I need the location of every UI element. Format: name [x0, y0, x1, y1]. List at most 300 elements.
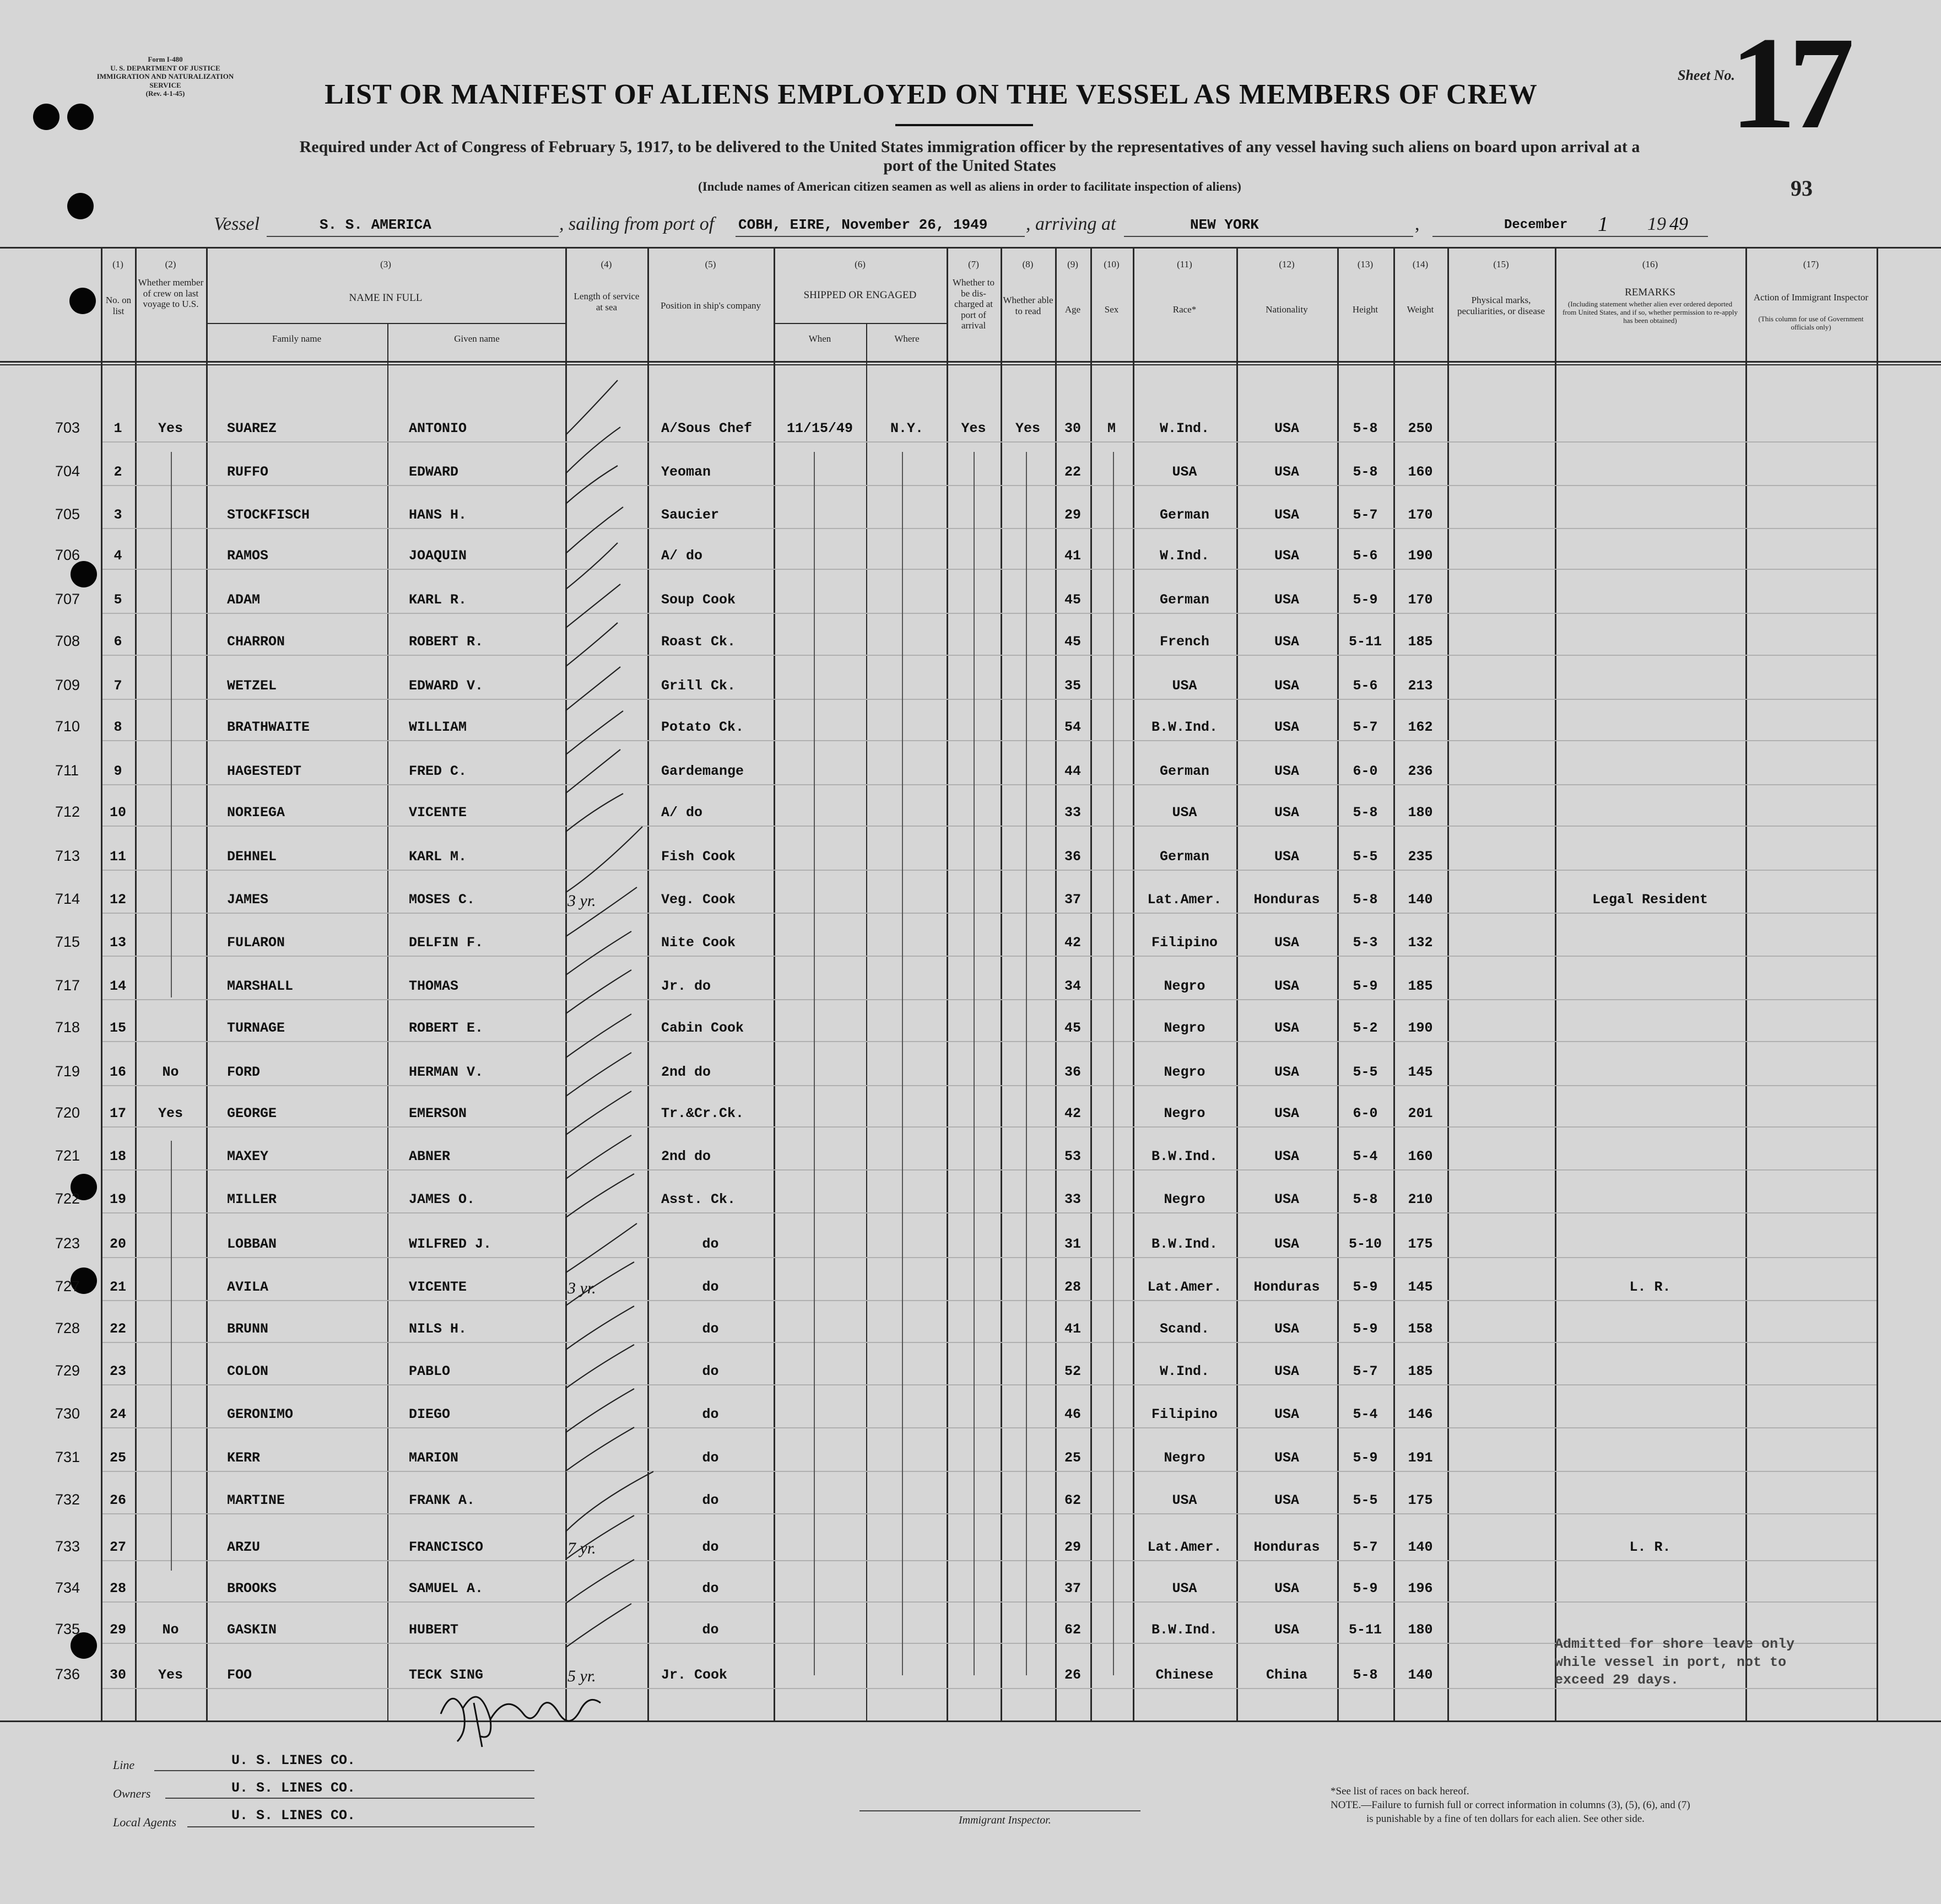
cell-family: GASKIN: [227, 1622, 277, 1638]
row-rule: [102, 740, 1877, 741]
cell-race: Negro: [1164, 978, 1205, 994]
cell-height: 5-10: [1348, 1236, 1382, 1252]
row-rule: [102, 1300, 1877, 1301]
cell-nat: USA: [1274, 678, 1299, 694]
cell-race: German: [1159, 592, 1209, 608]
cell-age: 45: [1064, 592, 1081, 608]
cell-prev: No: [162, 1622, 179, 1638]
cell-race: Chinese: [1155, 1667, 1214, 1683]
cell-age: 54: [1064, 719, 1081, 735]
col-header-shipped: SHIPPED OR ENGAGED: [803, 289, 917, 301]
vessel-label: Vessel: [214, 214, 260, 234]
cell-given: HANS H.: [409, 507, 467, 523]
cell-given: ROBERT R.: [409, 634, 484, 650]
margin-reference-number: 709: [55, 677, 80, 693]
margin-reference-number: 710: [55, 718, 80, 735]
cell-height: 5-8: [1353, 464, 1378, 480]
cell-family: TURNAGE: [227, 1020, 285, 1036]
cell-nat: USA: [1274, 1105, 1299, 1121]
sheet-label: Sheet No.: [1678, 67, 1735, 83]
cell-given: WILFRED J.: [409, 1236, 492, 1252]
cell-position: 2nd do: [661, 1064, 711, 1080]
cell-nat: USA: [1274, 935, 1299, 951]
cell-nat: USA: [1274, 464, 1299, 480]
cell-position: do: [702, 1450, 719, 1466]
margin-reference-number: 729: [55, 1362, 80, 1379]
col-header-nationality: Nationality: [1266, 304, 1308, 315]
cell-weight: 235: [1408, 849, 1433, 865]
arrival-day-value: 1: [1598, 213, 1608, 236]
cell-family: BROOKS: [227, 1581, 277, 1596]
cell-no: 5: [113, 592, 122, 608]
cell-service: 7 yr.: [567, 1539, 596, 1557]
cell-age: 29: [1064, 1539, 1081, 1555]
row-rule: [102, 1126, 1877, 1128]
cell-age: 33: [1064, 1191, 1081, 1207]
cell-weight: 140: [1408, 892, 1433, 908]
col-divider: [947, 247, 948, 1722]
cell-family: ADAM: [227, 592, 261, 608]
cell-weight: 236: [1408, 763, 1433, 779]
cell-height: 6-0: [1353, 763, 1378, 779]
row-rule: [102, 441, 1877, 443]
cell-position: Jr. Cook: [661, 1667, 728, 1683]
col-num: (15): [1493, 259, 1509, 269]
cell-weight: 190: [1408, 548, 1433, 564]
punch-hole: [69, 288, 96, 314]
cell-given: FRANCISCO: [409, 1539, 484, 1555]
row-rule: [102, 1384, 1877, 1385]
row-rule: [102, 826, 1877, 827]
cell-age: 36: [1064, 1064, 1081, 1080]
cell-position: Tr.&Cr.Ck.: [661, 1105, 744, 1121]
margin-reference-number: 711: [55, 762, 79, 779]
col-divider: [866, 323, 867, 1722]
cell-family: BRATHWAITE: [227, 719, 310, 735]
row-rule: [102, 1471, 1877, 1472]
margin-reference-number: 721: [55, 1147, 80, 1164]
cell-weight: 180: [1408, 1622, 1433, 1638]
cell-age: 42: [1064, 935, 1081, 951]
cell-age: 26: [1064, 1667, 1081, 1683]
cell-family: WETZEL: [227, 678, 277, 694]
margin-reference-number: 704: [55, 463, 80, 479]
owners-underline: [165, 1798, 534, 1799]
cell-race: B.W.Ind.: [1151, 1622, 1218, 1638]
row-rule: [102, 655, 1877, 656]
cell-race: USA: [1172, 1581, 1197, 1596]
cell-position: Potato Ck.: [661, 719, 744, 735]
cell-age: 41: [1064, 1321, 1081, 1337]
margin-reference-number: 708: [55, 633, 80, 649]
cell-no: 13: [109, 935, 126, 951]
margin-reference-number: 718: [55, 1019, 80, 1035]
cell-height: 5-3: [1353, 935, 1378, 951]
col-header-sex: Sex: [1104, 304, 1119, 315]
form-info: [94, 55, 237, 98]
vessel-value: S. S. AMERICA: [320, 217, 431, 233]
cell-position: do: [702, 1363, 719, 1379]
cell-race: B.W.Ind.: [1151, 1236, 1218, 1252]
cell-position: A/ do: [661, 548, 703, 564]
cell-no: 25: [109, 1450, 126, 1466]
col-num: (1): [112, 259, 123, 269]
margin-reference-number: 736: [55, 1666, 80, 1682]
cell-discharge: Yes: [961, 420, 986, 436]
cell-position: 2nd do: [661, 1148, 711, 1164]
cell-given: JAMES O.: [409, 1191, 475, 1207]
cell-race: French: [1159, 634, 1209, 650]
cell-race: Negro: [1164, 1064, 1205, 1080]
cell-no: 20: [109, 1236, 126, 1252]
cell-given: KARL R.: [409, 592, 467, 608]
cell-height: 6-0: [1353, 1105, 1378, 1121]
cell-prev: Yes: [158, 420, 183, 436]
cell-age: 22: [1064, 464, 1081, 480]
cell-weight: 170: [1408, 592, 1433, 608]
margin-reference-number: 727: [55, 1278, 80, 1294]
cell-no: 23: [109, 1363, 126, 1379]
cell-family: MARTINE: [227, 1492, 285, 1508]
col-divider: [1447, 247, 1449, 1722]
cell-nat: USA: [1274, 978, 1299, 994]
cell-family: GERONIMO: [227, 1406, 294, 1422]
punch-hole: [71, 561, 97, 587]
admission-stamp: [1555, 1636, 1830, 1690]
include-note: (Include names of American citizen seamen as well as aliens in order to facilitate inspection of aliens): [698, 180, 1241, 193]
cell-weight: 146: [1408, 1406, 1433, 1422]
cell-height: 5-6: [1353, 678, 1378, 694]
col-divider: [387, 323, 388, 1722]
cell-position: Saucier: [661, 507, 720, 523]
cell-height: 5-7: [1353, 1363, 1378, 1379]
row-rule: [102, 528, 1877, 529]
cell-age: 28: [1064, 1279, 1081, 1295]
year-prefix: 19: [1647, 214, 1666, 234]
cell-age: 41: [1064, 548, 1081, 564]
cell-position: Gardemange: [661, 763, 744, 779]
cell-service: 3 yr.: [567, 892, 596, 910]
row-rule: [102, 1427, 1877, 1428]
col-header-remarks-note: (Including statement whether alien ever ordered deported from United States, and if so, whether permission to re-apply has been obtained): [1562, 300, 1738, 325]
arrival-date-value: December: [1504, 218, 1568, 233]
cell-race: Negro: [1164, 1020, 1205, 1036]
header-bottom-border: [0, 361, 1941, 363]
col-header-no: No. on list: [105, 295, 132, 316]
cell-position: do: [702, 1236, 719, 1252]
cell-family: AVILA: [227, 1279, 269, 1295]
line-value: U. S. LINES CO.: [231, 1752, 356, 1768]
date-underline: [1432, 236, 1708, 237]
margin-reference-number: 733: [55, 1538, 80, 1555]
cell-weight: 250: [1408, 420, 1433, 436]
cell-height: 5-8: [1353, 1191, 1378, 1207]
agents-label: Local Agents: [113, 1815, 177, 1829]
col-header-position: Position in ship's company: [660, 300, 761, 311]
cell-family: BRUNN: [227, 1321, 269, 1337]
col-divider: [1001, 247, 1002, 1722]
cell-nat: USA: [1274, 1363, 1299, 1379]
cell-position: do: [702, 1321, 719, 1337]
cell-nat: USA: [1274, 1321, 1299, 1337]
cell-nat: USA: [1274, 1020, 1299, 1036]
cell-no: 17: [109, 1105, 126, 1121]
port-underline: [736, 236, 1025, 237]
line-underline: [154, 1770, 534, 1771]
cell-service: 5 yr.: [567, 1667, 596, 1685]
cell-family: ARZU: [227, 1539, 261, 1555]
cell-weight: 201: [1408, 1105, 1433, 1121]
cell-nat: China: [1266, 1667, 1307, 1683]
cell-no: 18: [109, 1148, 126, 1164]
cell-race: W.Ind.: [1159, 420, 1209, 436]
cell-given: DIEGO: [409, 1406, 451, 1422]
cell-weight: 191: [1408, 1450, 1433, 1466]
cell-age: 29: [1064, 507, 1081, 523]
col-header-weight: Weight: [1407, 304, 1434, 315]
col-num: (16): [1642, 259, 1658, 269]
table-bottom-border: [0, 1720, 1941, 1722]
cell-weight: 160: [1408, 464, 1433, 480]
margin-reference-number: 703: [55, 419, 80, 436]
cell-race: USA: [1172, 1492, 1197, 1508]
agents-value: U. S. LINES CO.: [231, 1808, 356, 1824]
col-header-action-note: (This column for use of Government officials only): [1758, 315, 1864, 331]
cell-height: 5-8: [1353, 1667, 1378, 1683]
col-num: (12): [1279, 259, 1295, 269]
cell-position: Veg. Cook: [661, 892, 736, 908]
cell-height: 5-9: [1353, 978, 1378, 994]
cell-given: FRED C.: [409, 763, 467, 779]
inspector-signature-line: [859, 1810, 1140, 1811]
cell-family: KERR: [227, 1450, 261, 1466]
cell-family: MARSHALL: [227, 978, 294, 994]
cell-given: EDWARD: [409, 464, 459, 480]
row-rule: [102, 699, 1877, 700]
subheader-line: [774, 323, 947, 324]
cell-race: Lat.Amer.: [1147, 892, 1222, 908]
cell-given: ABNER: [409, 1148, 451, 1164]
cell-weight: 162: [1408, 719, 1433, 735]
col-num: (9): [1067, 259, 1078, 269]
cell-given: SAMUEL A.: [409, 1581, 484, 1596]
margin-reference-number: 728: [55, 1320, 80, 1336]
ditto-mark: [1026, 452, 1027, 1675]
cell-given: JOAQUIN: [409, 548, 467, 564]
cell-race: Lat.Amer.: [1147, 1539, 1222, 1555]
cell-race: B.W.Ind.: [1151, 719, 1218, 735]
cell-nat: USA: [1274, 1406, 1299, 1422]
cell-height: 5-8: [1353, 420, 1378, 436]
cell-age: 62: [1064, 1622, 1081, 1638]
row-rule: [102, 613, 1877, 614]
cell-weight: 185: [1408, 1363, 1433, 1379]
col-header-when: When: [808, 333, 831, 344]
cell-position: A/ do: [661, 805, 703, 821]
cell-height: 5-8: [1353, 892, 1378, 908]
ditto-mark: [1113, 452, 1114, 1675]
cell-no: 6: [113, 634, 122, 650]
cell-remarks: Legal Resident: [1592, 892, 1708, 908]
cell-race: USA: [1172, 805, 1197, 821]
cell-position: do: [702, 1279, 719, 1295]
margin-reference-number: 705: [55, 506, 80, 522]
cell-race: German: [1159, 763, 1209, 779]
cell-given: ROBERT E.: [409, 1020, 484, 1036]
col-num: (13): [1357, 259, 1374, 269]
cell-given: HERMAN V.: [409, 1064, 484, 1080]
cell-race: Scand.: [1159, 1321, 1209, 1337]
col-divider: [206, 247, 208, 1722]
col-header-discharge: Whether to be dis-charged at port of arrival: [953, 277, 994, 331]
cell-no: 26: [109, 1492, 126, 1508]
cell-race: Filipino: [1151, 935, 1218, 951]
cell-nat: USA: [1274, 763, 1299, 779]
cell-height: 5-9: [1353, 1450, 1378, 1466]
cell-no: 27: [109, 1539, 126, 1555]
arriving-label: , arriving at: [1026, 214, 1116, 234]
cell-position: Cabin Cook: [661, 1020, 744, 1036]
cell-weight: 190: [1408, 1020, 1433, 1036]
ditto-mark: [974, 452, 975, 1675]
cell-family: NORIEGA: [227, 805, 285, 821]
col-num: (8): [1022, 259, 1034, 269]
row-rule: [102, 1041, 1877, 1042]
cell-position: do: [702, 1622, 719, 1638]
cell-family: FOO: [227, 1667, 252, 1683]
margin-reference-number: 723: [55, 1235, 80, 1252]
cell-family: HAGESTEDT: [227, 763, 302, 779]
cell-age: 30: [1064, 420, 1081, 436]
cell-nat: Honduras: [1253, 892, 1320, 908]
cell-race: USA: [1172, 464, 1197, 480]
margin-reference-number: 712: [55, 803, 80, 820]
cell-weight: 185: [1408, 978, 1433, 994]
col-num: (6): [855, 259, 866, 269]
margin-reference-number: 720: [55, 1104, 80, 1121]
cell-height: 5-6: [1353, 548, 1378, 564]
cell-no: 28: [109, 1581, 126, 1596]
cell-age: 53: [1064, 1148, 1081, 1164]
cell-family: FULARON: [227, 935, 285, 951]
stamp-line-2: while vessel in port, not to: [1555, 1654, 1787, 1670]
cell-given: VICENTE: [409, 805, 467, 821]
cell-position: Nite Cook: [661, 935, 736, 951]
cell-given: EMERSON: [409, 1105, 467, 1121]
cell-family: GEORGE: [227, 1105, 277, 1121]
margin-reference-number: 731: [55, 1449, 80, 1465]
margin-reference-number: 714: [55, 891, 80, 907]
cell-race: Negro: [1164, 1191, 1205, 1207]
cell-height: 5-11: [1348, 1622, 1382, 1638]
cell-race: Lat.Amer.: [1147, 1279, 1222, 1295]
cell-height: 5-8: [1353, 805, 1378, 821]
comma: ,: [1415, 214, 1420, 234]
cell-height: 5-5: [1353, 849, 1378, 865]
cell-prev: Yes: [158, 1667, 183, 1683]
row-rule: [102, 1085, 1877, 1086]
col-header-given-name: Given name: [454, 333, 500, 344]
cell-weight: 140: [1408, 1539, 1433, 1555]
cell-where: N.Y.: [890, 420, 923, 436]
cell-read: Yes: [1015, 420, 1040, 436]
cell-position: do: [702, 1406, 719, 1422]
cell-weight: 158: [1408, 1321, 1433, 1337]
header-bottom-border-2: [0, 364, 1941, 365]
form-number: Form I-480: [148, 55, 183, 63]
col-num: (3): [380, 259, 391, 269]
margin-reference-number: 713: [55, 848, 80, 864]
col-divider: [1090, 247, 1092, 1722]
page-title: LIST OR MANIFEST OF ALIENS EMPLOYED ON THE VESSEL AS MEMBERS OF CREW: [325, 79, 1538, 110]
cell-nat: USA: [1274, 1492, 1299, 1508]
sheet-number: 17: [1730, 9, 1847, 156]
cell-no: 4: [113, 548, 122, 564]
col-header-name: NAME IN FULL: [349, 292, 423, 304]
cell-no: 2: [113, 464, 122, 480]
cell-remarks: L. R.: [1629, 1539, 1671, 1555]
cell-family: RUFFO: [227, 464, 269, 480]
subtitle-line-2: port of the United States: [883, 157, 1056, 175]
margin-reference-number: 734: [55, 1579, 80, 1596]
cell-family: FORD: [227, 1064, 261, 1080]
punch-hole: [67, 193, 94, 219]
cell-age: 36: [1064, 849, 1081, 865]
cell-nat: USA: [1274, 719, 1299, 735]
col-num: (2): [165, 259, 176, 269]
form-dept: U. S. DEPARTMENT OF JUSTICE: [110, 63, 220, 72]
cell-nat: USA: [1274, 1450, 1299, 1466]
cell-weight: 213: [1408, 678, 1433, 694]
stamp-line-1: Admitted for shore leave only: [1555, 1636, 1795, 1652]
cell-weight: 170: [1408, 507, 1433, 523]
cell-family: MILLER: [227, 1191, 277, 1207]
col-num: (4): [601, 259, 612, 269]
cell-no: 10: [109, 805, 126, 821]
cell-height: 5-7: [1353, 719, 1378, 735]
row-rule: [102, 1257, 1877, 1258]
agents-underline: [187, 1826, 534, 1827]
cell-height: 5-7: [1353, 1539, 1378, 1555]
owners-label: Owners: [113, 1787, 151, 1800]
cell-height: 5-2: [1353, 1020, 1378, 1036]
vessel-underline: [267, 236, 559, 237]
cell-height: 5-5: [1353, 1064, 1378, 1080]
margin-reference-number: 735: [55, 1621, 80, 1637]
cell-family: SUAREZ: [227, 420, 277, 436]
cell-no: 14: [109, 978, 126, 994]
cell-family: CHARRON: [227, 634, 285, 650]
cell-no: 12: [109, 892, 126, 908]
cell-sex: M: [1107, 420, 1116, 436]
subheader-line: [206, 323, 565, 324]
col-divider: [1877, 247, 1878, 1722]
cell-height: 5-4: [1353, 1148, 1378, 1164]
cell-given: KARL M.: [409, 849, 467, 865]
cell-no: 11: [109, 849, 126, 865]
races-note: *See list of races on back hereof.: [1331, 1786, 1469, 1797]
cell-given: DELFIN F.: [409, 935, 484, 951]
cell-no: 22: [109, 1321, 126, 1337]
cell-nat: USA: [1274, 634, 1299, 650]
ditto-mark: [814, 452, 815, 1675]
col-header-age: Age: [1064, 304, 1081, 315]
cell-given: MARION: [409, 1450, 459, 1466]
cell-no: 30: [109, 1667, 126, 1683]
page-number: 93: [1791, 176, 1813, 201]
cell-height: 5-7: [1353, 507, 1378, 523]
cell-height: 5-11: [1348, 634, 1382, 650]
